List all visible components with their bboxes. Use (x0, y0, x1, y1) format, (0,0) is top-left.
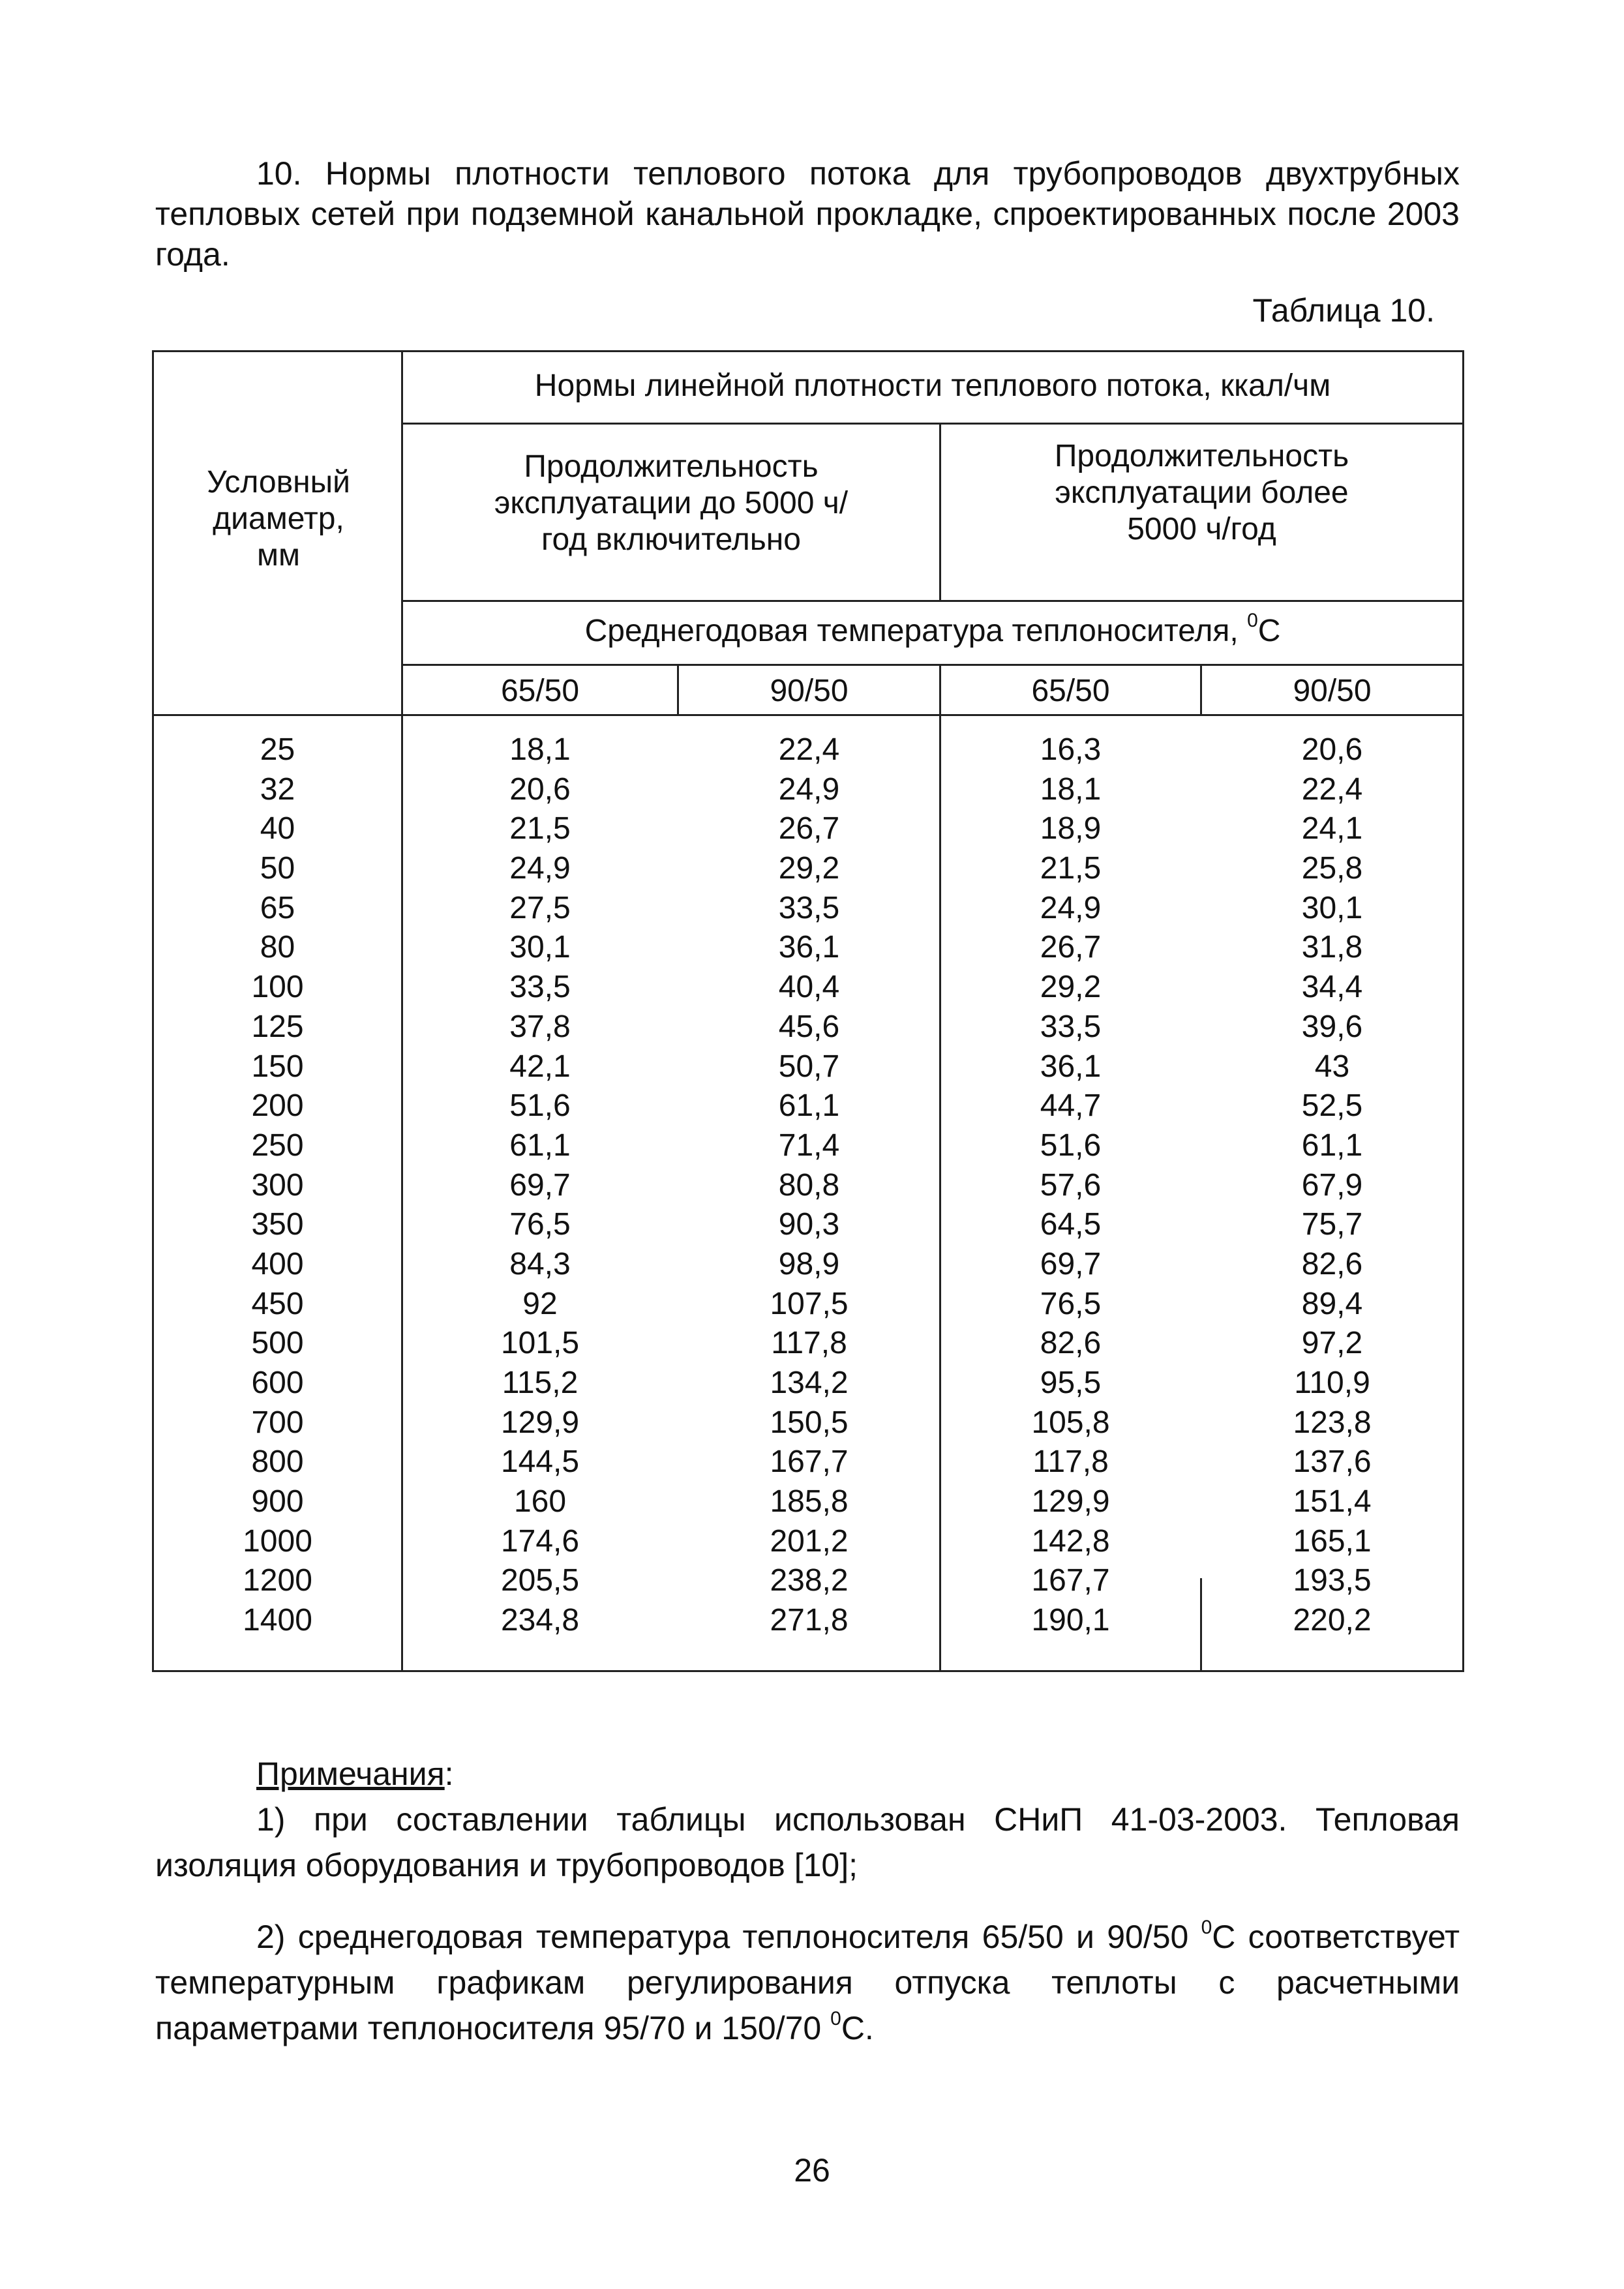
table-cell: 61,1 (778, 1088, 840, 1124)
table-cell: 165,1 (1293, 1523, 1372, 1559)
table-cell: 42,1 (509, 1049, 571, 1084)
table-cell: 21,5 (509, 811, 571, 846)
table-cell: 33,5 (1040, 1009, 1102, 1044)
subheader-90-50-a: 90/50 (770, 674, 849, 708)
diameter-cell: 100 (251, 970, 304, 1005)
subheader-90-50-b: 90/50 (1293, 674, 1372, 708)
note-2: 2) среднегодовая температура теплоносителя 65/50 и 90/50 $^0$С соответствует температурным графикам регулирования отпуска теплоты с расчетными параметрами теплоносителя 95/70 и 150/70 $^0$С. (155, 1917, 1460, 2046)
diameter-cell: 600 (251, 1366, 304, 1400)
table-cell: 185,8 (770, 1484, 849, 1519)
divider-header-body (154, 714, 1462, 716)
table-cell: 22,4 (1301, 771, 1363, 807)
table-cell: 95,5 (1040, 1366, 1102, 1400)
table-cell: 25,8 (1301, 851, 1363, 886)
table-cell: 97,2 (1301, 1326, 1363, 1361)
notes-title: Примечания: (256, 1756, 454, 1792)
table-cell: 33,5 (509, 970, 571, 1005)
diameter-cell: 50 (260, 851, 295, 886)
header-heat-flux-norms: Нормы линейной плотности теплового потока, ккал/чм (534, 368, 1331, 403)
page-number: 26 (794, 2152, 830, 2189)
table-cell: 92 (522, 1286, 558, 1321)
table-cell: 26,7 (1040, 930, 1102, 965)
header-mean-temperature: Среднегодовая температура теплоносителя, $^0$С (584, 610, 1281, 648)
table-cell: 33,5 (778, 890, 840, 925)
table-cell: 27,5 (509, 890, 571, 925)
table-cell: 29,2 (778, 851, 840, 886)
table-cell: 105,8 (1031, 1405, 1110, 1440)
column-90-50-under-5000 (679, 730, 939, 1641)
table-cell: 67,9 (1301, 1167, 1363, 1203)
table-cell: 115,2 (502, 1366, 579, 1400)
table-cell: 167,7 (770, 1444, 849, 1480)
header-diameter: Условный диаметр, мм (207, 465, 350, 573)
table-cell: 238,2 (770, 1563, 849, 1598)
table-cell: 20,6 (509, 771, 571, 807)
column-65-50-under-5000 (403, 730, 677, 1641)
divider-temp-header (403, 664, 1462, 666)
table-cell: 90,3 (778, 1207, 840, 1242)
table-cell: 24,1 (1301, 811, 1363, 846)
table-cell: 45,6 (778, 1009, 840, 1044)
diameter-cell: 900 (251, 1484, 304, 1519)
divider-header-main (403, 423, 1462, 425)
table-cell: 271,8 (770, 1603, 849, 1638)
table-cell: 69,7 (509, 1167, 571, 1203)
table-cell: 57,6 (1040, 1167, 1102, 1203)
divider-groups-bottom (403, 600, 1462, 602)
table-cell: 24,9 (509, 851, 571, 886)
header-group-over-5000: Продолжительность эксплуатации более 5000 ч/год (1054, 439, 1349, 546)
table-cell: 134,2 (770, 1366, 849, 1400)
table-cell: 43 (1314, 1049, 1350, 1084)
table-cell: 101,5 (500, 1326, 580, 1361)
diameter-cell: 1400 (243, 1603, 312, 1638)
table-cell: 234,8 (500, 1603, 580, 1638)
table-cell: 18,9 (1040, 811, 1102, 846)
table-cell: 160 (513, 1484, 567, 1519)
table-cell: 84,3 (509, 1246, 571, 1281)
table-cell: 30,1 (509, 930, 571, 965)
table-cell: 150,5 (770, 1405, 849, 1440)
table-cell: 29,2 (1040, 970, 1102, 1005)
table-cell: 76,5 (1040, 1286, 1102, 1321)
table-cell: 52,5 (1301, 1088, 1363, 1124)
diameter-cell: 150 (251, 1049, 304, 1084)
table-cell: 37,8 (509, 1009, 571, 1044)
diameter-cell: 300 (251, 1167, 304, 1203)
table-cell: 71,4 (778, 1128, 840, 1163)
section-heading: 10. Нормы плотности теплового потока для трубопроводов двухтрубных тепловых сетей при подземной канальной прокладке, спроектированных после 2003 года. (155, 155, 1460, 273)
note-1: 1) при составлении таблицы использован СНиП 41-03-2003. Тепловая изоляция оборудования и трубопроводов [10]; (155, 1801, 1460, 1883)
column-90-50-over-5000 (1202, 730, 1462, 1641)
table-cell: 89,4 (1301, 1286, 1363, 1321)
table-cell: 137,6 (1293, 1444, 1372, 1480)
table-cell: 69,7 (1040, 1246, 1102, 1281)
diameter-cell: 450 (251, 1286, 304, 1321)
diameter-cell: 80 (260, 930, 295, 965)
diameter-cell: 65 (260, 890, 295, 925)
column-65-50-over-5000 (941, 730, 1200, 1641)
column-diameter-values (154, 730, 401, 1641)
diameter-cell: 40 (260, 811, 295, 846)
table-cell: 36,1 (778, 930, 840, 965)
subheader-65-50-a: 65/50 (500, 674, 580, 708)
table-cell: 30,1 (1301, 890, 1363, 925)
table-cell: 205,5 (500, 1563, 580, 1598)
table-cell: 193,5 (1293, 1563, 1372, 1598)
header-group-under-5000: Продолжительность эксплуатации до 5000 ч/год включительно (494, 449, 849, 557)
diameter-cell: 1000 (243, 1523, 312, 1559)
table-cell: 117,8 (1032, 1444, 1109, 1480)
table-cell: 80,8 (778, 1167, 840, 1203)
table-cell: 24,9 (778, 771, 840, 807)
table-cell: 98,9 (778, 1246, 840, 1281)
table-cell: 129,9 (1031, 1484, 1110, 1519)
diameter-cell: 500 (251, 1326, 304, 1361)
table-cell: 20,6 (1301, 732, 1363, 767)
diameter-cell: 800 (251, 1444, 304, 1480)
table-cell: 39,6 (1301, 1009, 1363, 1044)
table-cell: 31,8 (1301, 930, 1363, 965)
table-cell: 64,5 (1040, 1207, 1102, 1242)
table-cell: 82,6 (1301, 1246, 1363, 1281)
diameter-cell: 200 (251, 1088, 304, 1124)
table-cell: 167,7 (1031, 1563, 1110, 1598)
table-cell: 110,9 (1294, 1366, 1370, 1400)
heat-flux-norms-table (152, 350, 1464, 1672)
table-cell: 18,1 (509, 732, 571, 767)
table-cell: 34,4 (1301, 970, 1363, 1005)
table-cell: 142,8 (1031, 1523, 1110, 1559)
table-cell: 220,2 (1293, 1603, 1372, 1638)
table-cell: 44,7 (1040, 1088, 1102, 1124)
diameter-cell: 400 (251, 1246, 304, 1281)
table-cell: 36,1 (1040, 1049, 1102, 1084)
diameter-cell: 1200 (243, 1563, 312, 1598)
diameter-cell: 700 (251, 1405, 304, 1440)
table-cell: 21,5 (1040, 851, 1102, 886)
diameter-cell: 350 (251, 1207, 304, 1242)
subheader-65-50-b: 65/50 (1031, 674, 1110, 708)
notes (155, 1751, 1460, 2051)
table-cell: 190,1 (1031, 1603, 1110, 1638)
table-cell: 123,8 (1293, 1405, 1372, 1440)
table-cell: 26,7 (778, 811, 840, 846)
table-cell: 40,4 (778, 970, 840, 1005)
table-cell: 22,4 (778, 732, 840, 767)
table-cell: 144,5 (500, 1444, 580, 1480)
table-cell: 82,6 (1040, 1326, 1102, 1361)
table-cell: 174,6 (500, 1523, 580, 1559)
table-caption: Таблица 10. (1252, 292, 1435, 329)
table-cell: 201,2 (770, 1523, 849, 1559)
table-cell: 51,6 (509, 1088, 571, 1124)
diameter-cell: 250 (251, 1128, 304, 1163)
table-cell: 50,7 (778, 1049, 840, 1084)
diameter-cell: 32 (260, 771, 295, 807)
table-cell: 151,4 (1293, 1484, 1372, 1519)
table-cell: 117,8 (771, 1326, 847, 1361)
table-cell: 61,1 (1301, 1128, 1363, 1163)
table-cell: 18,1 (1040, 771, 1102, 807)
table-cell: 75,7 (1301, 1207, 1363, 1242)
diameter-cell: 25 (260, 732, 295, 767)
table-cell: 16,3 (1040, 732, 1102, 767)
table-cell: 107,5 (770, 1286, 849, 1321)
diameter-cell: 125 (251, 1009, 304, 1044)
table-cell: 76,5 (509, 1207, 571, 1242)
table-cell: 24,9 (1040, 890, 1102, 925)
table-cell: 129,9 (500, 1405, 580, 1440)
table-cell: 61,1 (509, 1128, 571, 1163)
table-cell: 51,6 (1040, 1128, 1102, 1163)
